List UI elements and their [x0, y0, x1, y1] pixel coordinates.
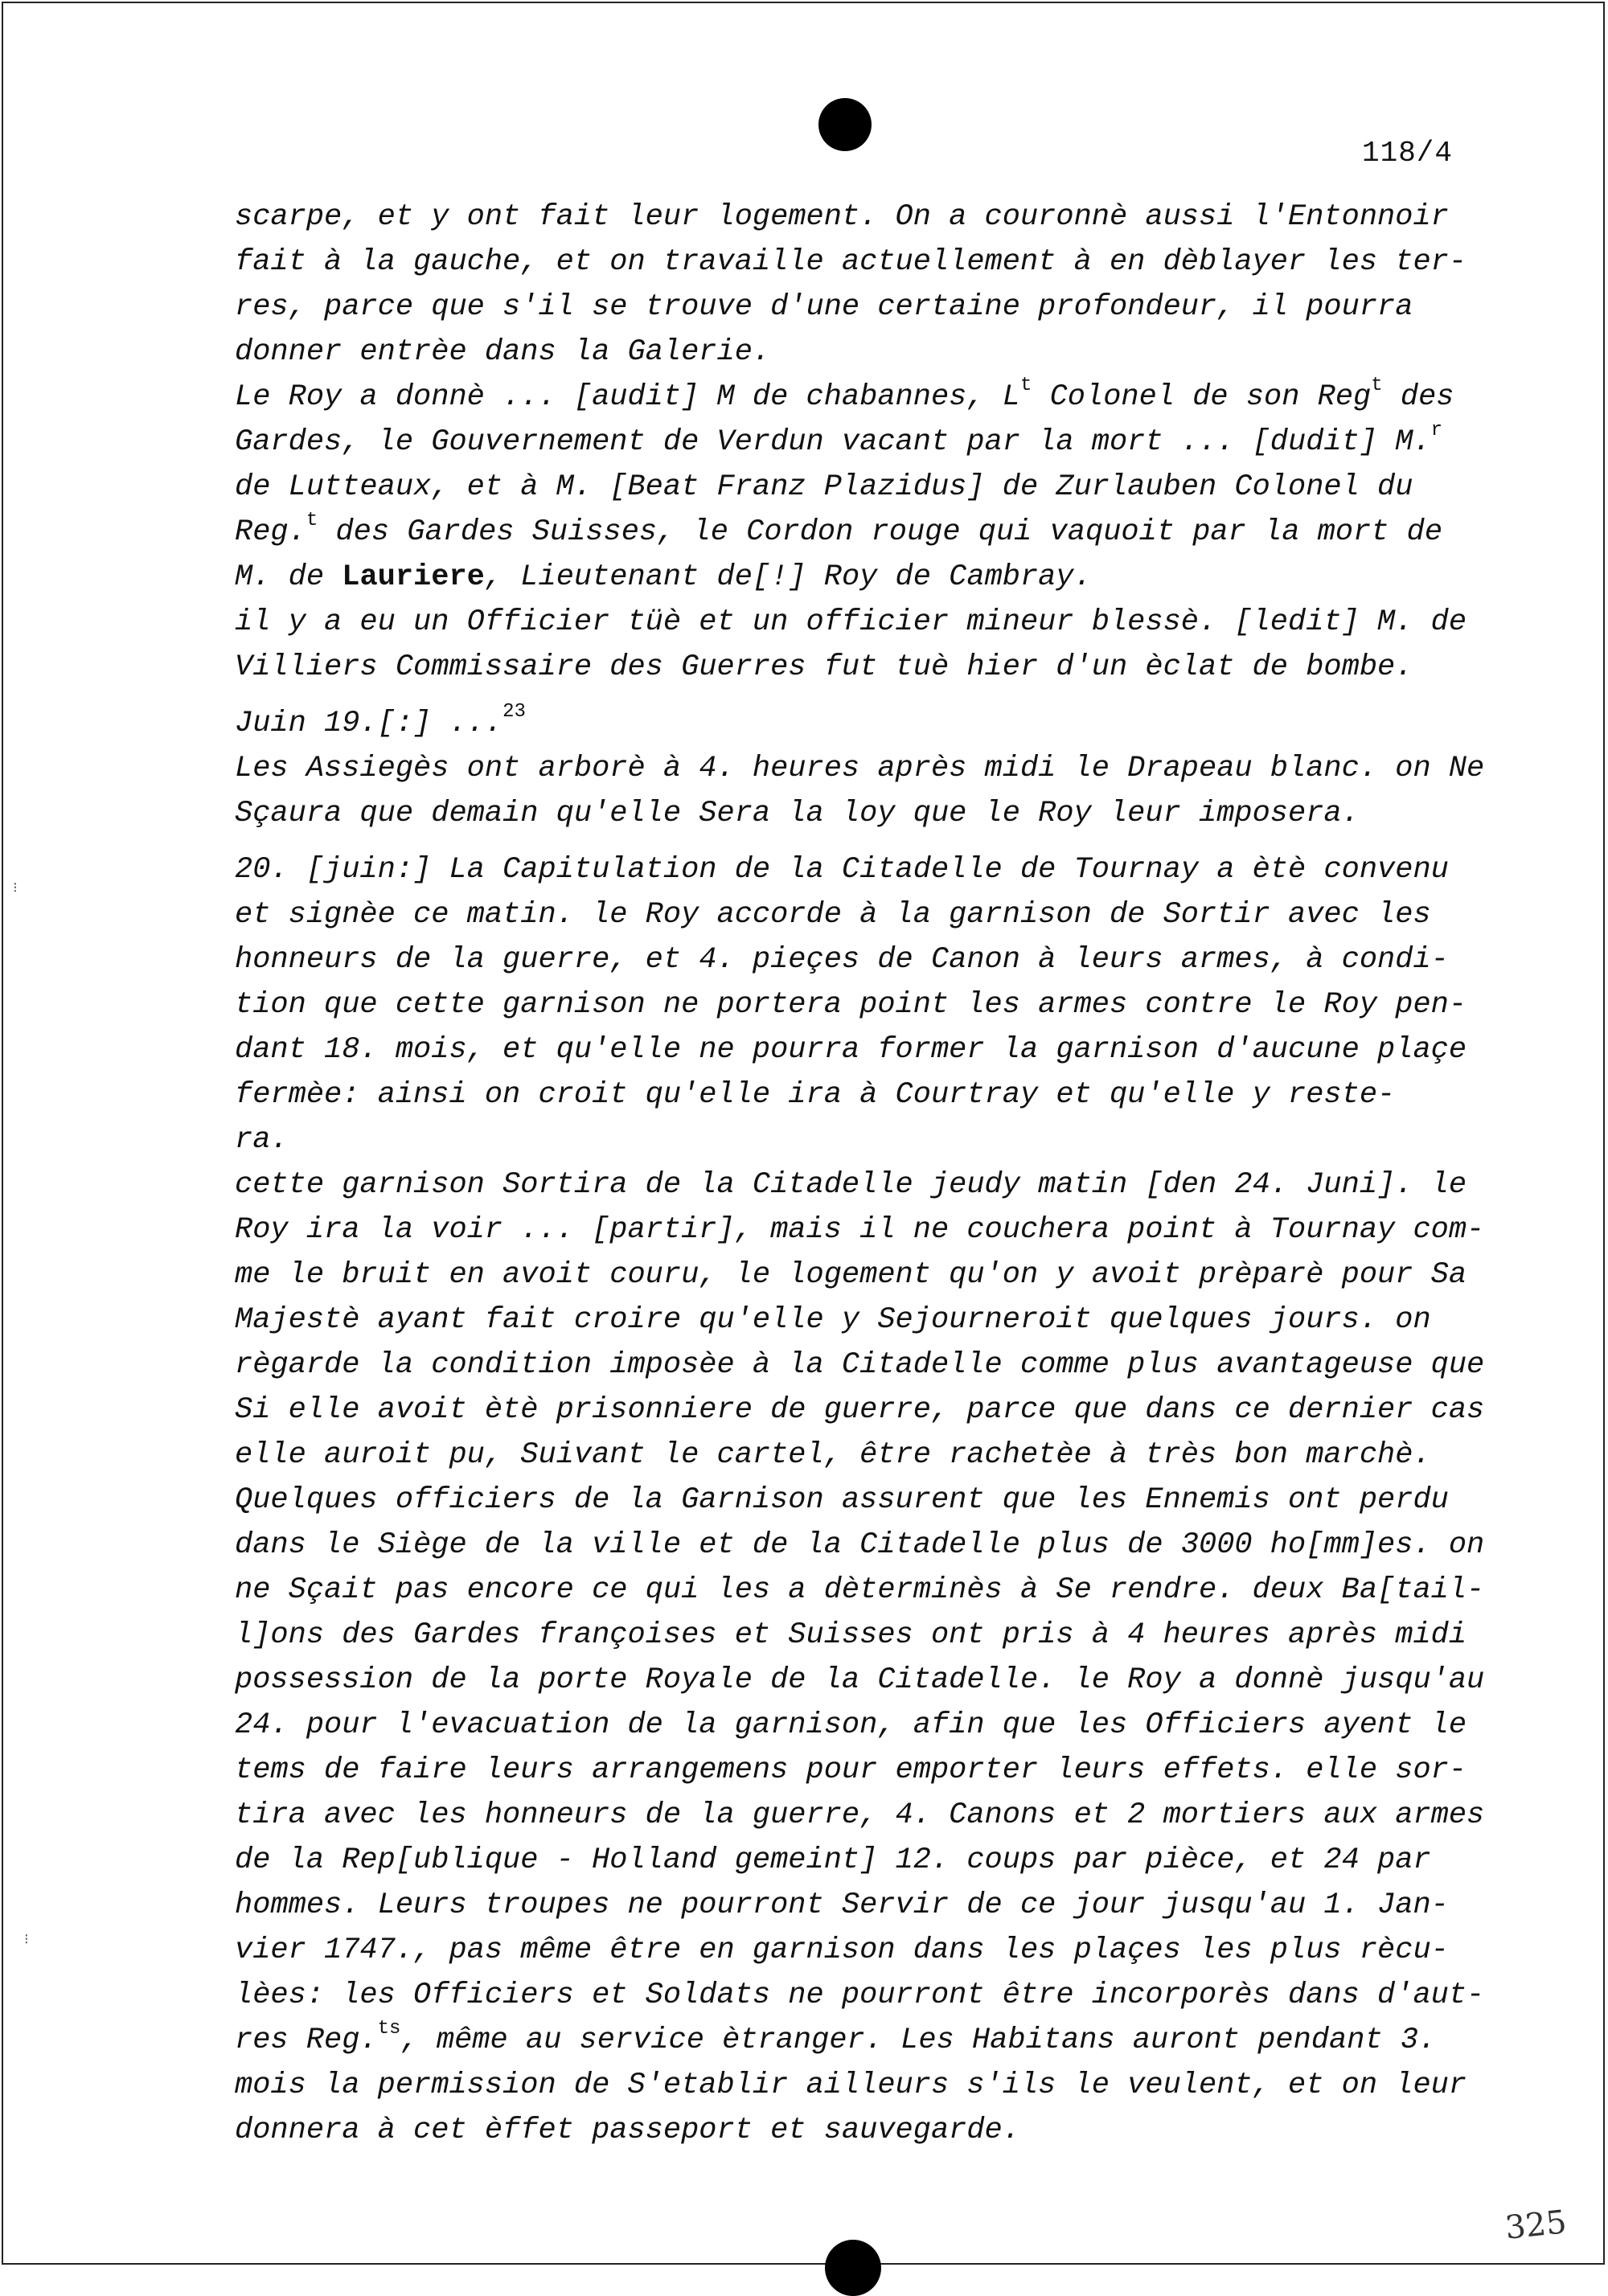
text-line: il y a eu un Officier tüè et un officier mineur blessè. [ledit] M. de	[235, 605, 1467, 639]
page-number: 118/4	[1362, 137, 1454, 170]
text-line: tems de faire leurs arrangemens pour emporter leurs effets. elle sor-	[235, 1753, 1467, 1787]
text-line: de Lutteaux, et à M. [Beat Franz Plazidus] de Zurlauben Colonel du	[235, 470, 1413, 504]
text-line: scarpe, et y ont fait leur logement. On a couronnè aussi l'Entonnoir	[235, 200, 1449, 234]
superscript: t	[1019, 375, 1032, 396]
text-line: ne Sçait pas encore ce qui les a dèterminès à Se rendre. deux Ba[tail-	[235, 1573, 1485, 1607]
superscript: t	[1371, 375, 1383, 396]
text-line: Roy ira la voir ... [partir], mais il ne couchera point à Tournay com-	[235, 1213, 1485, 1247]
text-line: tira avec les honneurs de la guerre, 4. Canons et 2 mortiers aux armes	[235, 1798, 1485, 1832]
punch-hole-bottom	[825, 2240, 881, 2296]
text-line: res, parce que s'il se trouve d'une certaine profondeur, il pourra	[235, 290, 1413, 324]
text-line: Les Assiegès ont arborè à 4. heures après midi le Drapeau blanc. on Ne	[235, 752, 1485, 785]
text-line: règarde la condition imposèe à la Citadelle comme plus avantageuse que	[235, 1348, 1485, 1382]
text-line: Gardes, le Gouvernement de Verdun vacant par la mort ... [dudit] M.$^r$	[235, 420, 1443, 459]
handwritten-archive-number: 325	[1503, 2204, 1569, 2247]
punch-hole-top	[818, 98, 872, 151]
text-line: hommes. Leurs troupes ne pourront Servir de ce jour jusqu'au 1. Jan-	[235, 1888, 1449, 1922]
text-line: dant 18. mois, et qu'elle ne pourra former la garnison d'aucune plaçe	[235, 1033, 1467, 1067]
text-line: fait à la gauche, et on travaille actuellement à en dèblayer les ter-	[235, 245, 1467, 279]
text-line: Quelques officiers de la Garnison assurent que les Ennemis ont perdu	[235, 1483, 1449, 1517]
text-line: cette garnison Sortira de la Citadelle jeudy matin [den 24. Juni]. le	[235, 1168, 1467, 1202]
text-line: Le Roy a donnè ... [audit] M de chabannes, $L^t$ Colonel de son Reg$^t$ des	[235, 375, 1454, 414]
text-line: 20. [juin:] La Capitulation de la Citadelle de Tournay a ètè convenu	[235, 853, 1449, 887]
text-line: dans le Siège de la ville et de la Citadelle plus de 3000 ho[mm]es. on	[235, 1528, 1485, 1562]
text-line: Si elle avoit ètè prisonniere de guerre, parce que dans ce dernier cas	[235, 1393, 1485, 1427]
superscript: r	[1430, 420, 1443, 441]
margin-speck: ⁝	[24, 1933, 29, 1949]
bold-name: Lauriere	[342, 560, 485, 594]
transcription-text	[235, 195, 1485, 2153]
text-line: tion que cette garnison ne portera point les armes contre le Roy pen-	[235, 988, 1467, 1022]
text-line: possession de la porte Royale de la Citadelle. le Roy a donnè jusqu'au	[235, 1663, 1485, 1697]
text-line: honneurs de la guerre, et 4. pieçes de Canon à leurs armes, à condi-	[235, 943, 1449, 977]
text-line: donner entrèe dans la Galerie.	[235, 335, 771, 369]
text-line: Villiers Commissaire des Guerres fut tuè hier d'un èclat de bombe.	[235, 650, 1413, 684]
text-line: donnera à cet èffet passeport et sauvegarde.	[235, 2114, 1020, 2147]
text-line: M. de Lauriere, Lieutenant de[!] Roy de Cambray.	[235, 560, 1092, 594]
text-line: 24. pour l'evacuation de la garnison, afin que les Officiers ayent le	[235, 1708, 1467, 1742]
superscript: t	[306, 510, 318, 531]
margin-speck: ⁝	[13, 881, 18, 897]
text-line: l]ons des Gardes françoises et Suisses ont pris à 4 heures après midi	[235, 1618, 1467, 1652]
date-heading-line: Juin 19.[:] ...$^{23}$	[235, 701, 526, 740]
footnote-marker: 23	[503, 701, 526, 723]
text-line: fermèe: ainsi on croit qu'elle ira à Courtray et qu'elle y reste-	[235, 1078, 1396, 1112]
text-line: vier 1747., pas même être en garnison dans les plaçes les plus rècu-	[235, 1933, 1449, 1967]
text-line: me le bruit en avoit couru, le logement qu'on y avoit prèparè pour Sa	[235, 1258, 1467, 1292]
text-line: ra.	[235, 1123, 289, 1157]
text-line: Reg.$^t$ des Gardes Suisses, le Cordon rouge qui vaquoit par la mort de	[235, 510, 1443, 549]
text-line: elle auroit pu, Suivant le cartel, être rachetèe à très bon marchè.	[235, 1438, 1431, 1472]
text-line: mois la permission de S'etablir ailleurs s'ils le veulent, et on leur	[235, 2068, 1467, 2102]
text-line: lèes: les Officiers et Soldats ne pourront être incorporès dans d'aut-	[235, 1978, 1485, 2012]
text-line: et signèe ce matin. le Roy accorde à la garnison de Sortir avec les	[235, 898, 1431, 932]
text-line: Majestè ayant fait croire qu'elle y Sejourneroit quelques jours. on	[235, 1303, 1431, 1337]
text-line: de la Rep[ublique - Holland gemeint] 12. coups par pièce, et 24 par	[235, 1843, 1431, 1877]
superscript: ts	[377, 2018, 401, 2040]
text-line: res Reg.$^{ts}$, même au service ètranger. Les Habitans auront pendant 3.	[235, 2018, 1437, 2057]
text-line: Sçaura que demain qu'elle Sera la loy que le Roy leur imposera.	[235, 797, 1360, 830]
